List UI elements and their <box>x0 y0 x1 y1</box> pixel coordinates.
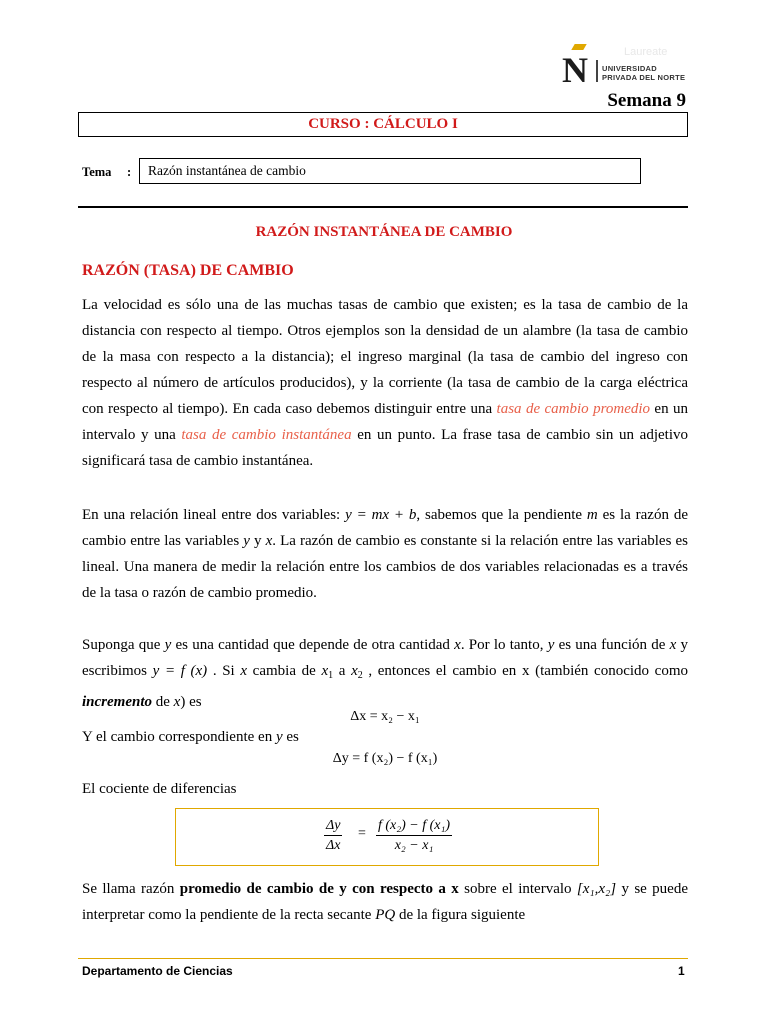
equation-delta-y: Δy = f (x₂) − f (x₁) <box>332 751 438 766</box>
fraction-right-numerator: f (x₂) − f (x₁) <box>376 817 452 836</box>
highlight-average-rate: tasa de cambio promedio <box>496 401 651 417</box>
fraction-left <box>324 817 342 856</box>
paragraph-3: Suponga que y es una cantidad que depende de otra cantidad x. Por lo tanto, y es una función de x y escribimos y = f (x) . Si x cambia de $x_1$ a $x_2$ , entonces el cambio en x (también conocido como incremento de x) es <box>82 637 689 710</box>
topic-box <box>139 158 641 184</box>
difference-quotient-box <box>175 808 599 866</box>
week-label: Semana 9 <box>607 90 686 111</box>
fraction-left-denominator: Δx <box>326 838 341 853</box>
header-divider <box>78 206 688 208</box>
logo-letter: N <box>562 50 588 90</box>
section-title: RAZÓN (TASA) DE CAMBIO <box>82 262 294 279</box>
paragraph-4: Y el cambio correspondiente en y es <box>82 729 299 745</box>
topic-value: Razón instantánea de cambio <box>148 163 306 178</box>
footer-department: Departamento de Ciencias <box>82 964 233 978</box>
logo-divider <box>596 60 598 82</box>
topic-label: Tema <box>82 165 112 179</box>
paragraph-1: La velocidad es sólo una de las muchas tasas de cambio que existen; es la tasa de cambio de la distancia con respecto al tiempo. Otros ejemplos son la densidad de un alambre (la tasa de cambio de la masa con respecto a la distancia); el ingreso marginal (la tasa de cambio del ingreso con respecto al número de artículos producidos), y la corriente (la tasa de cambio de la carga eléctrica con respecto al tiempo). En cada caso debemos distinguir entre una tasa de cambio promedio en un intervalo y una tasa de cambio instantánea en un punto. La frase tasa de cambio sin un adjetivo significará tasa de cambio instantánea. <box>82 297 688 469</box>
fraction-left-numerator: Δy <box>324 817 342 836</box>
paragraph-5: El cociente de diferencias <box>82 781 237 797</box>
paragraph-2: En una relación lineal entre dos variables: y = mx + b, sabemos que la pendiente m es la razón de cambio entre las variables y y x. La razón de cambio es constante si la relación entre las variables es lineal. Una manera de medir la relación entre los cambios de dos variables relacionadas es a través de la tasa o razón de cambio promedio. <box>82 507 688 601</box>
logo-line-2: PRIVADA DEL NORTE <box>602 73 686 82</box>
main-title: RAZÓN INSTANTÁNEA DE CAMBIO <box>255 224 513 240</box>
highlight-instantaneous-rate: tasa de cambio instantánea <box>181 427 352 443</box>
increment-term: incremento <box>82 694 152 710</box>
footer-divider <box>78 958 688 959</box>
paragraph-6: Se llama razón promedio de cambio de y con respecto a x sobre el intervalo [x₁,x₂] y se puede interpretar como la pendiente de la recta secante PQ de la figura siguiente <box>82 881 688 923</box>
fraction-right <box>376 817 452 856</box>
fraction-right-denominator: x₂ − x₁ <box>394 838 434 853</box>
footer-page-number: 1 <box>678 964 685 978</box>
university-logo <box>562 46 732 94</box>
fraction-equals: = <box>358 826 366 841</box>
logo-text <box>602 64 685 82</box>
logo-watermark: Laureate <box>624 46 668 58</box>
course-title: CURSO : CÁLCULO I <box>308 116 458 132</box>
topic-colon: : <box>127 165 132 179</box>
equation-delta-x: Δx = x₂ − x₁ <box>350 709 420 724</box>
course-box <box>78 112 688 137</box>
average-rate-term: promedio de cambio de y con respecto a x <box>179 881 459 897</box>
logo-line-1: UNIVERSIDAD <box>602 64 657 73</box>
